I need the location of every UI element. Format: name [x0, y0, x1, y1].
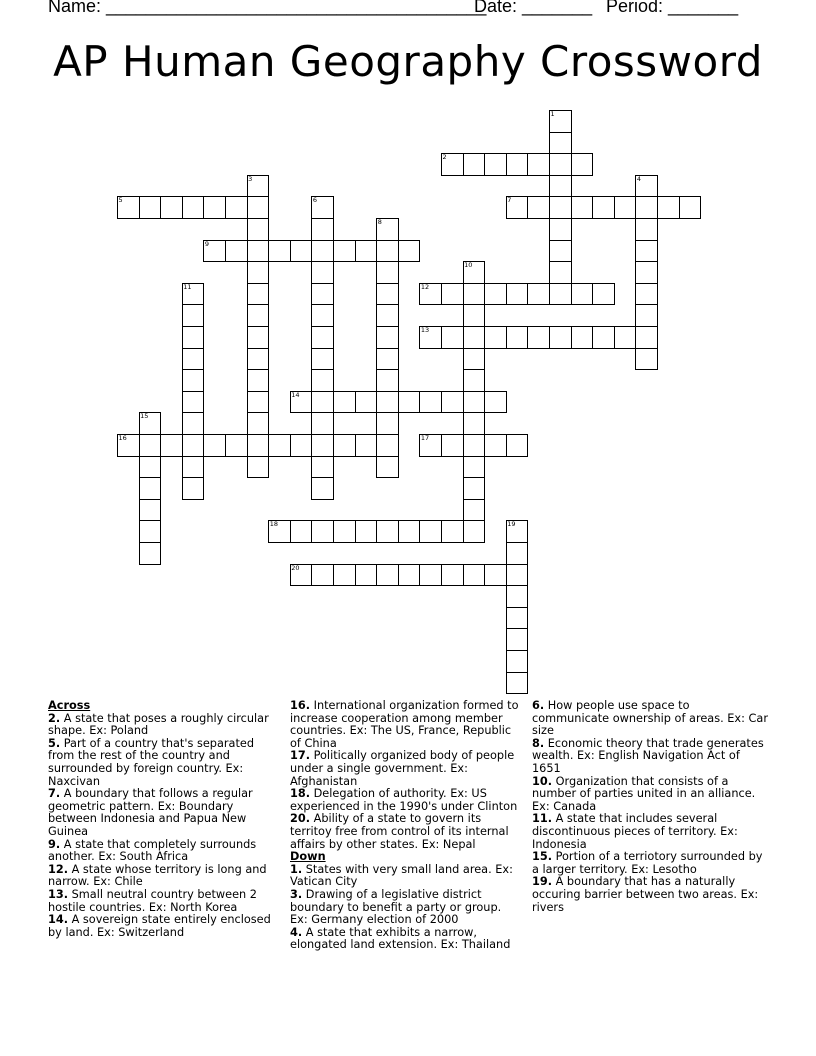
- grid-cell[interactable]: [419, 520, 442, 543]
- clue-number-label: 17: [420, 434, 430, 442]
- name-field-label: Name: ______________________________________: [48, 0, 487, 16]
- grid-cell[interactable]: [463, 304, 486, 327]
- clue-text: Drawing of a legislative district boundary to benefit a party or group. Ex: Germany election of 2000: [290, 887, 502, 927]
- clue-text: How people use space to communicate ownership of areas. Ex: Car size: [532, 699, 768, 738]
- grid-cell[interactable]: [311, 369, 334, 392]
- grid-cell[interactable]: [182, 477, 205, 500]
- clue-number-label: 18: [269, 520, 278, 529]
- grid-cell[interactable]: [506, 607, 529, 630]
- grid-cell[interactable]: [247, 412, 270, 435]
- clue-number-label: 9: [204, 239, 210, 248]
- grid-cell[interactable]: [376, 348, 399, 371]
- grid-cell[interactable]: [527, 326, 550, 349]
- clue-text: Portion of a terriotory surrounded by a larger territory. Ex: Lesotho: [532, 850, 763, 876]
- down-clue: [532, 851, 768, 876]
- clue-text: Economic theory that trade generates wealth. Ex: English Navigation Act of 1651: [532, 736, 764, 775]
- grid-cell[interactable]: [311, 520, 334, 543]
- grid-cell[interactable]: [463, 283, 486, 306]
- clue-number: 3.: [290, 887, 303, 901]
- grid-cell[interactable]: [182, 369, 205, 392]
- grid-cell[interactable]: [311, 261, 334, 284]
- clue-text: A state that completely surrounds another. Ex: South Africa: [48, 837, 257, 864]
- grid-cell[interactable]: [139, 542, 162, 565]
- grid-cell[interactable]: [441, 520, 464, 543]
- grid-cell[interactable]: [484, 283, 507, 306]
- grid-cell[interactable]: [333, 240, 356, 263]
- grid-cell[interactable]: [549, 283, 572, 306]
- grid-cell[interactable]: [657, 196, 680, 219]
- grid-cell[interactable]: [549, 218, 572, 241]
- grid-cell[interactable]: [484, 153, 507, 176]
- clues-column-2: [290, 700, 522, 952]
- clue-number-label: 15: [140, 412, 149, 421]
- grid-cell[interactable]: [182, 456, 205, 479]
- clue-text: Politically organized body of people under a single government. Ex: Afghanistan: [290, 749, 515, 788]
- clue-number: 6.: [532, 699, 545, 712]
- grid-cell[interactable]: [311, 412, 334, 435]
- grid-cell[interactable]: [333, 434, 356, 457]
- clue-number-label: 20: [291, 563, 300, 572]
- across-clue: [48, 738, 280, 788]
- grid-cell[interactable]: [506, 326, 529, 349]
- clue-number: 1.: [290, 862, 303, 876]
- clue-number-label: 11: [183, 282, 192, 291]
- clue-number: 13.: [48, 887, 69, 901]
- clue-text: Delegation of authority. Ex: US experienced in the 1990's under Clinton: [290, 787, 518, 813]
- grid-cell[interactable]: [614, 326, 637, 349]
- clue-text: Small neutral country between 2 hostile countries. Ex: North Korea: [48, 887, 257, 914]
- grid-cell[interactable]: [182, 348, 205, 371]
- clue-text: Organization that consists of a number of parties united in an alliance. Ex: Canada: [532, 774, 756, 813]
- grid-cell[interactable]: [160, 434, 183, 457]
- clue-number: 2.: [48, 711, 61, 725]
- clue-text: A state that exhibits a narrow, elongated land extension. Ex: Thailand: [290, 925, 511, 952]
- clue-number: 11.: [532, 812, 553, 826]
- grid-cell[interactable]: [247, 326, 270, 349]
- grid-cell[interactable]: [484, 326, 507, 349]
- across-clues-part-2: [290, 700, 522, 851]
- clue-number-label: 19: [507, 520, 516, 529]
- clue-text: States with very small land area. Ex: Vatican City: [290, 862, 513, 889]
- grid-cell[interactable]: [139, 456, 162, 479]
- grid-cell[interactable]: [549, 196, 572, 219]
- grid-cell[interactable]: [225, 240, 248, 263]
- grid-cell[interactable]: [139, 499, 162, 522]
- grid-cell[interactable]: [635, 261, 658, 284]
- grid-cell[interactable]: [679, 196, 702, 219]
- grid-cell[interactable]: [571, 196, 594, 219]
- grid-cell[interactable]: [376, 412, 399, 435]
- grid-cell[interactable]: [311, 564, 334, 587]
- clue-number: 10.: [532, 774, 553, 788]
- grid-cell[interactable]: [182, 434, 205, 457]
- across-clue: [48, 889, 280, 914]
- grid-cell[interactable]: [247, 261, 270, 284]
- grid-cell[interactable]: [311, 240, 334, 263]
- grid-cell[interactable]: [311, 434, 334, 457]
- grid-cell[interactable]: [376, 564, 399, 587]
- down-clue: [532, 876, 768, 914]
- grid-cell[interactable]: [376, 391, 399, 414]
- grid-cell[interactable]: [463, 434, 486, 457]
- clue-number-label: 16: [118, 434, 127, 442]
- grid-cell[interactable]: [247, 456, 270, 479]
- grid-cell[interactable]: [268, 240, 291, 263]
- across-clue: [48, 839, 280, 864]
- grid-cell[interactable]: [247, 369, 270, 392]
- grid-cell[interactable]: [247, 240, 270, 263]
- grid-cell[interactable]: [441, 434, 464, 457]
- grid-cell[interactable]: [290, 240, 313, 263]
- grid-cell[interactable]: [463, 412, 486, 435]
- grid-cell[interactable]: [247, 196, 270, 219]
- grid-cell[interactable]: [247, 218, 270, 241]
- grid-cell[interactable]: [463, 520, 486, 543]
- grid-cell[interactable]: [376, 520, 399, 543]
- clue-text: A state whose territory is long and narrow. Ex: Chile: [48, 862, 267, 889]
- grid-cell[interactable]: [398, 564, 421, 587]
- grid-cell[interactable]: [527, 196, 550, 219]
- grid-cell[interactable]: [419, 391, 442, 414]
- clue-text: Part of a country that's separated from the rest of the country and surrounded by foreign country. Ex: Naxcivan: [48, 736, 254, 788]
- clue-number: 17.: [290, 749, 311, 763]
- grid-cell[interactable]: [311, 391, 334, 414]
- grid-cell[interactable]: [592, 326, 615, 349]
- clue-number: 8.: [532, 736, 545, 750]
- grid-cell[interactable]: [635, 348, 658, 371]
- grid-cell[interactable]: [441, 391, 464, 414]
- grid-cell[interactable]: [506, 153, 529, 176]
- clue-number-label: 13: [420, 326, 430, 334]
- grid-cell[interactable]: [635, 218, 658, 241]
- grid-cell[interactable]: [506, 283, 529, 306]
- grid-cell[interactable]: [398, 520, 421, 543]
- grid-cell[interactable]: [376, 369, 399, 392]
- grid-cell[interactable]: [549, 153, 572, 176]
- grid-cell[interactable]: [635, 326, 658, 349]
- clue-number: 20.: [290, 812, 311, 826]
- grid-cell[interactable]: [182, 196, 205, 219]
- grid-cell[interactable]: [333, 564, 356, 587]
- grid-cell[interactable]: [506, 650, 529, 673]
- grid-cell[interactable]: [160, 196, 183, 219]
- grid-cell[interactable]: [268, 434, 291, 457]
- grid-cell[interactable]: [398, 391, 421, 414]
- grid-cell[interactable]: [506, 434, 529, 457]
- grid-cell[interactable]: [376, 261, 399, 284]
- clue-text: International organization formed to increase cooperation among member countries. Ex: The US, France, Republic of China: [290, 699, 519, 750]
- grid-cell[interactable]: [635, 304, 658, 327]
- grid-cell[interactable]: [484, 391, 507, 414]
- grid-cell[interactable]: [311, 283, 334, 306]
- grid-cell[interactable]: [247, 391, 270, 414]
- grid-cell[interactable]: [376, 434, 399, 457]
- clue-text: A boundary that has a naturally occuring barrier between two areas. Ex: rivers: [532, 875, 759, 914]
- down-clue: [532, 813, 768, 851]
- grid-cell[interactable]: [506, 585, 529, 608]
- down-clue: [532, 738, 768, 776]
- across-clues-part-1: [48, 713, 280, 940]
- grid-cell[interactable]: [311, 304, 334, 327]
- clue-number-label: 8: [377, 218, 382, 226]
- clue-text: Ability of a state to govern its territoy free from control of its internal affairs by other states. Ex: Nepal: [290, 812, 509, 851]
- grid-cell[interactable]: [463, 326, 486, 349]
- clue-number-label: 5: [118, 196, 123, 205]
- grid-cell[interactable]: [139, 434, 162, 457]
- clue-number: 9.: [48, 837, 61, 851]
- grid-cell[interactable]: [527, 283, 550, 306]
- clue-number: 19.: [532, 875, 553, 889]
- grid-cell[interactable]: [225, 434, 248, 457]
- clue-text: A boundary that follows a regular geometric pattern. Ex: Boundary between Indonesia and Papua New Guinea: [48, 787, 253, 838]
- grid-cell[interactable]: [247, 434, 270, 457]
- grid-cell[interactable]: [484, 434, 507, 457]
- grid-cell[interactable]: [182, 391, 205, 414]
- grid-cell[interactable]: [463, 499, 486, 522]
- grid-cell[interactable]: [290, 434, 313, 457]
- clue-text: A state that includes several discontinuous pieces of territory. Ex: Indonesia: [532, 812, 738, 851]
- grid-cell[interactable]: [635, 196, 658, 219]
- grid-cell[interactable]: [139, 477, 162, 500]
- grid-cell[interactable]: [376, 283, 399, 306]
- grid-cell[interactable]: [203, 196, 226, 219]
- grid-cell[interactable]: [549, 261, 572, 284]
- across-clue: [48, 788, 280, 838]
- grid-cell[interactable]: [506, 542, 529, 565]
- grid-cell[interactable]: [355, 564, 378, 587]
- grid-cell[interactable]: [463, 153, 486, 176]
- across-clue: [48, 864, 280, 889]
- grid-cell[interactable]: [549, 326, 572, 349]
- clue-number-label: 14: [291, 390, 300, 399]
- clue-number: 5.: [48, 736, 61, 750]
- clue-number-label: 1: [550, 110, 555, 118]
- grid-cell[interactable]: [182, 304, 205, 327]
- grid-cell[interactable]: [592, 283, 615, 306]
- down-clues-part-1: [290, 864, 522, 952]
- across-clue: [48, 713, 280, 738]
- grid-cell[interactable]: [441, 564, 464, 587]
- grid-cell[interactable]: [635, 240, 658, 263]
- grid-cell[interactable]: [592, 196, 615, 219]
- date-field-label: Date: _______: [474, 0, 593, 16]
- grid-cell[interactable]: [419, 564, 442, 587]
- grid-cell[interactable]: [398, 240, 421, 263]
- down-heading: Down: [290, 850, 326, 864]
- clue-number: 16.: [290, 699, 311, 712]
- grid-cell[interactable]: [463, 564, 486, 587]
- grid-cell[interactable]: [549, 132, 572, 155]
- clue-text: A state that poses a roughly circular shape. Ex: Poland: [48, 711, 269, 738]
- grid-cell[interactable]: [355, 391, 378, 414]
- clue-number-label: 4: [636, 174, 642, 183]
- across-heading: Across: [48, 699, 91, 712]
- across-clue: [290, 813, 522, 851]
- clue-number: 7.: [48, 787, 61, 801]
- grid-cell[interactable]: [376, 240, 399, 263]
- across-clue: [290, 788, 522, 813]
- grid-cell[interactable]: [311, 326, 334, 349]
- grid-cell[interactable]: [333, 520, 356, 543]
- down-clue: [290, 864, 522, 889]
- across-clue: [48, 914, 280, 939]
- clue-number-label: 10: [464, 261, 473, 270]
- grid-cell[interactable]: [506, 628, 529, 651]
- grid-cell[interactable]: [247, 348, 270, 371]
- clues-column-1: [48, 700, 280, 939]
- grid-cell[interactable]: [376, 304, 399, 327]
- clue-number-label: 6: [312, 196, 318, 205]
- grid-cell[interactable]: [355, 240, 378, 263]
- grid-cell[interactable]: [441, 283, 464, 306]
- clue-number: 12.: [48, 862, 69, 876]
- grid-cell[interactable]: [614, 196, 637, 219]
- grid-cell[interactable]: [139, 520, 162, 543]
- grid-cell[interactable]: [506, 672, 529, 695]
- grid-cell[interactable]: [484, 564, 507, 587]
- grid-cell[interactable]: [247, 283, 270, 306]
- clue-number: 14.: [48, 913, 69, 927]
- down-clue: [290, 927, 522, 952]
- grid-cell[interactable]: [463, 348, 486, 371]
- grid-cell[interactable]: [463, 477, 486, 500]
- grid-cell[interactable]: [571, 153, 594, 176]
- clue-number-label: 3: [248, 174, 253, 183]
- grid-cell[interactable]: [355, 434, 378, 457]
- grid-cell[interactable]: [571, 326, 594, 349]
- clue-number-label: 12: [420, 282, 430, 291]
- down-clue: [532, 700, 768, 738]
- grid-cell[interactable]: [333, 391, 356, 414]
- grid-cell[interactable]: [355, 520, 378, 543]
- grid-cell[interactable]: [506, 564, 529, 587]
- clue-number: 15.: [532, 850, 553, 864]
- grid-cell[interactable]: [203, 434, 226, 457]
- grid-cell[interactable]: [225, 196, 248, 219]
- grid-cell[interactable]: [311, 348, 334, 371]
- clue-number: 18.: [290, 787, 311, 801]
- page-title: AP Human Geography Crossword: [53, 37, 763, 86]
- grid-cell[interactable]: [635, 283, 658, 306]
- clue-number-label: 7: [507, 196, 512, 205]
- period-field-label: Period: _______: [606, 0, 739, 16]
- across-clue: [290, 750, 522, 788]
- grid-cell[interactable]: [182, 412, 205, 435]
- grid-cell[interactable]: [549, 175, 572, 198]
- grid-cell[interactable]: [139, 196, 162, 219]
- grid-cell[interactable]: [571, 283, 594, 306]
- grid-cell[interactable]: [311, 218, 334, 241]
- grid-cell[interactable]: [376, 456, 399, 479]
- down-clues-part-2: [532, 700, 768, 914]
- grid-cell[interactable]: [463, 369, 486, 392]
- clues-column-3: [532, 700, 768, 914]
- grid-cell[interactable]: [311, 477, 334, 500]
- grid-cell[interactable]: [182, 326, 205, 349]
- across-clue: [290, 700, 522, 750]
- grid-cell[interactable]: [376, 326, 399, 349]
- grid-cell[interactable]: [247, 304, 270, 327]
- down-clue: [290, 889, 522, 927]
- clue-text: A sovereign state entirely enclosed by land. Ex: Switzerland: [48, 913, 271, 939]
- grid-cell[interactable]: [463, 391, 486, 414]
- clue-number: 4.: [290, 925, 303, 939]
- grid-cell[interactable]: [549, 240, 572, 263]
- clue-number-label: 2: [442, 153, 447, 162]
- grid-cell[interactable]: [527, 153, 550, 176]
- grid-cell[interactable]: [463, 456, 486, 479]
- grid-cell[interactable]: [311, 456, 334, 479]
- grid-cell[interactable]: [441, 326, 464, 349]
- grid-cell[interactable]: [290, 520, 313, 543]
- down-clue: [532, 776, 768, 814]
